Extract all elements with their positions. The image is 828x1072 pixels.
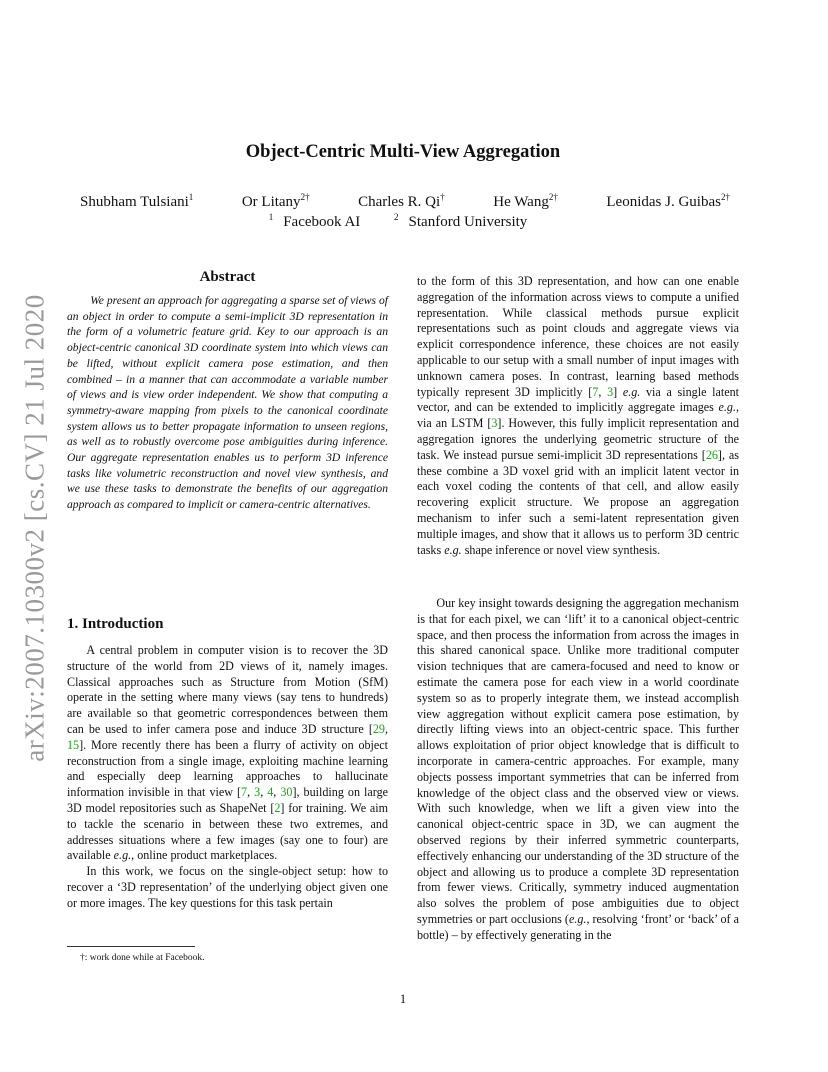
arxiv-identifier: arXiv:2007.10300v2 [cs.CV] 21 Jul 2020 bbox=[19, 293, 50, 762]
citation-link[interactable]: 15 bbox=[67, 737, 80, 752]
citation-link[interactable]: 7 bbox=[592, 384, 599, 399]
citation-link[interactable]: 4 bbox=[267, 785, 274, 800]
section-heading-introduction: 1. Introduction bbox=[67, 616, 164, 632]
abstract-text: We present an approach for aggregating a sparse set of views of an object in order to compute a semi-implicit 3D representation in the form of a volumetric feature grid. Key to our approach is an object-centric canonical 3D coordinate system into which views can be lifted, without explicit camera pose estimation, and then combined – in a manner that can accommodate a variable number of views and is view order independent. We show that computing a symmetry-aware mapping from pixels to the canonical coordinate system allows us to better propagate information to unseen regions, as well as to robustly overcome pose ambiguities during inference. Our aggregate representation enables us to perform 3D inference tasks like volumetric reconstruction and novel view synthesis, and we use these tasks to demonstrate the benefits of our aggregation approach as compared to implicit or camera-centric alternatives. bbox=[67, 294, 388, 512]
citation-link[interactable]: 7 bbox=[241, 785, 248, 800]
paragraph: Our key insight towards designing the aggregation mechanism is that for each pixel, we can ‘lift’ it to a canonical object-centric space, and then process the information from across the images in this shared canonical space. Unlike more traditional computer vision techniques that are camera-focused and need to know or estimate the camera pose for each view in a world coordinate system so as to properly integrate them, we instead accomplish view aggregation without explicit camera pose estimation, by directly lifting views into an object-centric space. This further allows exploitation of prior object knowledge that is difficult to incorporate in camera-centric approaches. For example, many objects possess important symmetries that can be inferred from knowledge of the object class and the observed view or views. With such knowledge, when we lift a given view into the canonical object-centric space in 3D, we can augment the observed regions by their inferred symmetric counterparts, effectively enhancing our understanding of the 3D structure of the object and allowing us to produce a complete 3D representation from fewer views. Critically, symmetry induced augmentation also solves the problem of pose ambiguities due to object symmetries or part occlusions (e.g., resolving ‘front’ or ‘back’ of a bottle) – by effectively generating in the bbox=[417, 596, 740, 942]
citation-link[interactable]: 29 bbox=[372, 721, 385, 736]
paragraph: to the form of this 3D representation, and how can one enable aggregation of the information across views to compute a unified representation. While classical methods pursue explicit representations such as point clouds and aggregate views via explicit correspondence inference, these choices are not easily applicable to our setup with a small number of input images with unknown camera poses. In contrast, learning based methods typically represent 3D implicitly [7, 3] e.g. via a single latent vector, and can be extended to implicitly aggregate images e.g., via an LSTM [3]. However, this fully implicit representation and aggregation ignores the underlying geometric structure of the task. We instead pursue semi-implicit 3D representations [26], as these combine a 3D voxel grid with an implicit latent vector in each voxel coding the contents of that cell, and allow easily recovering explicit structure. We propose an aggregation mechanism to infer such a semi-latent representation given multiple images, and show that it allows us to perform 3D centric tasks e.g. shape inference or novel view synthesis. bbox=[417, 274, 739, 557]
author: Shubham Tulsiani$^1$ bbox=[80, 192, 194, 210]
paragraph: A central problem in computer vision is to recover the 3D structure of the world from 2D views of it, namely images. Classical approaches such as Structure from Motion (SfM) operate in the setting where many views (say tens to hundreds) are available so that geometric correspondences between them can be used to infer camera pose and induce 3D structure [29, 15]. More recently there has been a flurry of activity on object reconstruction from a single image, exploiting machine learning and especially deep learning approaches to hallucinate information invisible in that view [7, 3, 4, 30], building on large 3D model repositories such as ShapeNet [2] for training. We aim to tackle the scenario in between these two extremes, and addresses situations where a few images (say one to four) are available e.g., online product marketplaces. bbox=[67, 643, 388, 863]
author: Or Litany$^{2\dagger}$ bbox=[241, 192, 310, 210]
page-number: 1 bbox=[399, 992, 407, 1006]
citation-link[interactable]: 3 bbox=[491, 416, 498, 431]
right-column-paragraph bbox=[417, 596, 739, 944]
footnote-rule bbox=[67, 946, 195, 947]
citation-link[interactable]: 3 bbox=[254, 785, 261, 800]
arxiv-watermark bbox=[20, 295, 50, 760]
citation-link[interactable]: 3 bbox=[607, 384, 614, 399]
paper-title: Object-Centric Multi-View Aggregation bbox=[245, 142, 561, 162]
affiliation: $^2$ Stanford University bbox=[394, 212, 528, 230]
author: Charles R. Qi† bbox=[358, 192, 445, 210]
citation-link[interactable]: 30 bbox=[280, 785, 293, 800]
footnote: †: work done while at Facebook. bbox=[80, 953, 205, 963]
citation-link[interactable]: 2 bbox=[274, 800, 281, 815]
affiliation: $^1$ Facebook AI bbox=[268, 212, 361, 230]
citation-link[interactable]: 26 bbox=[705, 447, 718, 462]
author: Leonidas J. Guibas$^{2\dagger}$ bbox=[606, 192, 730, 210]
author-list bbox=[80, 194, 730, 211]
abstract-heading: Abstract bbox=[199, 269, 256, 285]
affiliations bbox=[0, 214, 806, 231]
author: He Wang$^{2\dagger}$ bbox=[493, 192, 558, 210]
introduction-text bbox=[67, 643, 388, 912]
paragraph: In this work, we focus on the single-object setup: how to recover a ‘3D representation’ of the underlying object given one or more images. The key questions for this task pertain bbox=[67, 864, 388, 910]
right-column-paragraph bbox=[417, 274, 739, 558]
